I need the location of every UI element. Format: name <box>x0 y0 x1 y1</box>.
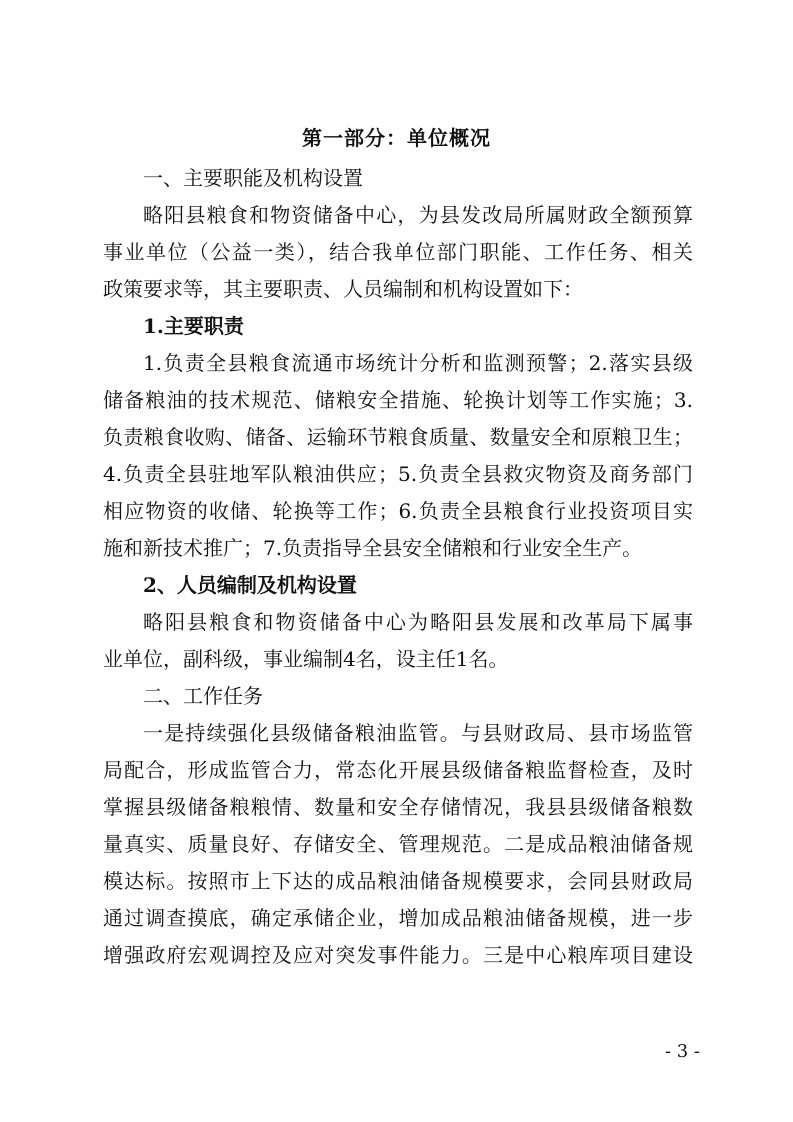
sub2-heading: 2、人员编制及机构设置 <box>143 573 357 597</box>
tasks-line: 增强政府宏观调控及应对突发事件能力。三是中心粮库项目建设 <box>103 943 693 967</box>
page-title: 第一部分：单位概况 <box>302 126 491 150</box>
intro-line: 事业单位（公益一类），结合我单位部门职能、工作任务、相关 <box>103 240 693 264</box>
duties-line: 1.负责全县粮食流通市场统计分析和监测预警；2.落实县级 <box>143 351 693 375</box>
tasks-line: 一是持续强化县级储备粮油监管。与县财政局、县市场监管 <box>143 721 693 745</box>
tasks-line: 量真实、质量良好、存储安全、管理规范。二是成品粮油储备规 <box>103 832 693 856</box>
tasks-line: 局配合，形成监管合力，常态化开展县级储备粮监督检查，及时 <box>103 758 693 782</box>
duties-line: 负责粮食收购、储备、运输环节粮食质量、数量安全和原粮卫生； <box>103 425 693 449</box>
page-number: - 3 - <box>664 1041 700 1062</box>
section1-heading: 一、主要职能及机构设置 <box>143 166 363 190</box>
intro-line: 略阳县粮食和物资储备中心，为县发改局所属财政全额预算 <box>143 203 693 227</box>
tasks-line: 掌握县级储备粮粮情、数量和安全存储情况，我县县级储备粮数 <box>103 795 693 819</box>
staff-line: 略阳县粮食和物资储备中心为略阳县发展和改革局下属事 <box>143 610 693 634</box>
intro-line: 政策要求等，其主要职责、人员编制和机构设置如下： <box>103 277 583 301</box>
tasks-line: 模达标。按照市上下达的成品粮油储备规模要求，会同县财政局 <box>103 869 693 893</box>
sub1-heading: 1.主要职责 <box>143 314 244 338</box>
duties-line: 4.负责全县驻地军队粮油供应；5.负责全县救灾物资及商务部门 <box>103 462 693 486</box>
duties-line: 相应物资的收储、轮换等工作；6.负责全县粮食行业投资项目实 <box>103 499 693 523</box>
tasks-line: 通过调查摸底，确定承储企业，增加成品粮油储备规模，进一步 <box>103 906 693 930</box>
section2-heading: 二、工作任务 <box>143 684 263 708</box>
duties-line: 施和新技术推广；7.负责指导全县安全储粮和行业安全生产。 <box>103 536 643 560</box>
staff-line: 业单位，副科级，事业编制4名，设主任1名。 <box>103 647 509 671</box>
duties-line: 储备粮油的技术规范、储粮安全措施、轮换计划等工作实施；3. <box>103 388 693 412</box>
